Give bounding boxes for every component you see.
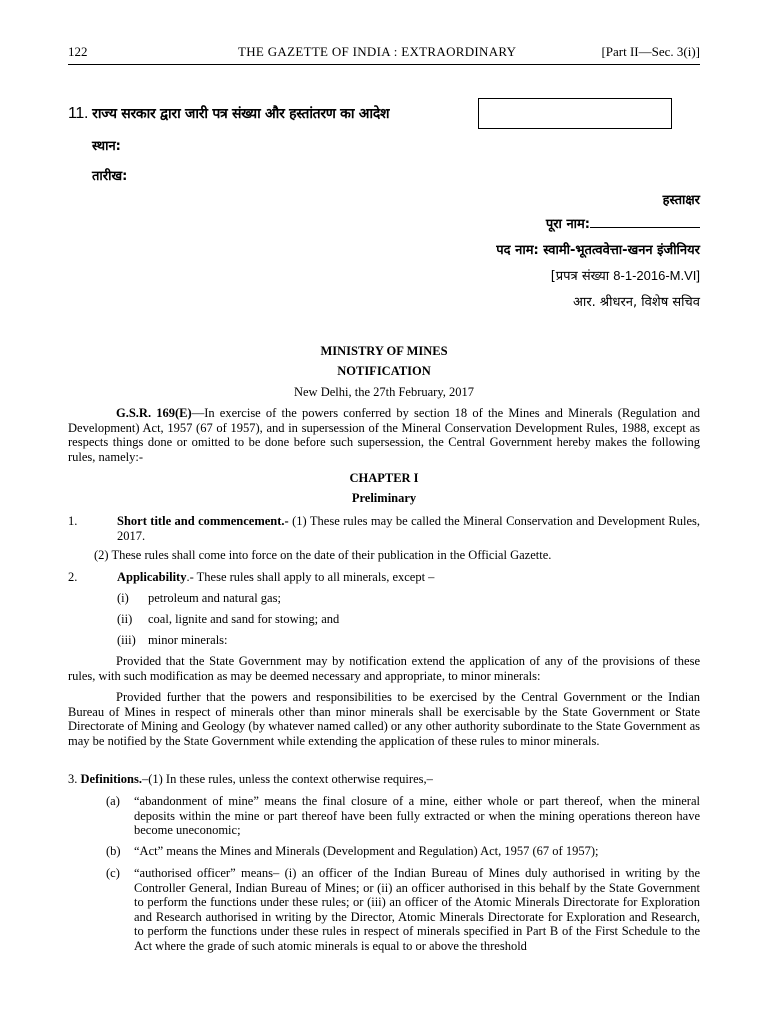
gsr-paragraph [68, 406, 700, 464]
exception-numeral: (iii) [117, 633, 136, 647]
rule-2-number: 2. [68, 570, 78, 584]
file-number-prefix: [प्रपत्र संख्या [550, 269, 614, 284]
exception-numeral: (i) [117, 591, 129, 605]
chapter-title: Preliminary [351, 491, 417, 505]
definition-letter: (c) [106, 866, 120, 880]
rule-3-text: –(1) In these rules, unless the context otherwise requires,– [141, 772, 433, 786]
gsr-label: G.S.R. 169(E) [116, 406, 192, 420]
exception-text: minor minerals: [148, 633, 228, 647]
date-label: तारीख: [92, 169, 128, 184]
proviso-1: Provided that the State Government may by notification extend the application of any of the provisions of these rules, with such modification as may be deemed necessary and appropriate, to minor minerals: [68, 654, 700, 683]
rule-1-text: (1) These rules may be called the Mineral Conservation and Development Rules, 2017. [117, 514, 701, 543]
rule-2-text: .- These rules shall apply to all minerals, except – [186, 570, 435, 584]
notification-heading: NOTIFICATION [337, 364, 431, 378]
page-header [68, 44, 700, 64]
part-section: [Part II—Sec. 3(i)] [601, 44, 700, 59]
header-rule [68, 64, 700, 65]
exception-numeral: (ii) [117, 612, 133, 626]
ministry-heading: MINISTRY OF MINES [320, 344, 448, 358]
signatory: आर. श्रीधरन, विशेष सचिव [573, 295, 700, 310]
form-number: 11. [68, 105, 89, 122]
rule-2-title: Applicability [117, 570, 187, 584]
rule-3-title: Definitions. [80, 772, 142, 786]
notification-date: New Delhi, the 27th February, 2017 [293, 385, 475, 399]
rule-1-number: 1. [68, 514, 78, 528]
file-number-value: 8-1-2016-M.VI] [613, 268, 700, 283]
form-title-text: राज्य सरकार द्वारा जारी पत्र संख्या और हस्तांतरण का आदेश [92, 106, 390, 122]
gsr-text: —In exercise of the powers conferred by section 18 of the Mines and Minerals (Regulation and Development) Act, 1957 (67 of 1957), and in supersession of the Mineral Conservation Development Rules, 1988, except as respects things done or omitted to be done before such supersession, the Central Government hereby makes the following rules, namely:- [68, 406, 700, 464]
definition-text: “authorised officer” means– (i) an officer of the Indian Bureau of Mines duly authorised in writing by the Controller General, Indian Bureau of Mines; or (ii) an officer authorised in this behalf by the State Government to perform the functions under these rules; or (iii) an officer of the Atomic Minerals Directorate for Exploration and Research authorised in writing by the Director, Atomic Minerals Directorate for Exploration and Research, to perform the functions under these rules in respect of minerals specified in Part B of the First Schedule to the Act where the grade of such atomic minerals is equal to or above the threshold [134, 866, 700, 953]
page-number: 122 [68, 44, 88, 59]
definition-text: “Act” means the Mines and Minerals (Development and Regulation) Act, 1957 (67 of 1957); [134, 844, 599, 858]
rule-3 [68, 772, 433, 787]
definition-letter: (b) [106, 844, 121, 858]
designation-label: पद नाम: स्वामी-भूतत्ववेत्ता-खनन इंजीनियर [496, 243, 700, 258]
definition-text: “abandonment of mine” means the final closure of a mine, either whole or part thereof, when the mineral deposits within the mine or part thereof have been fully extracted or when the mining operations thereon have become uneconomic; [134, 794, 700, 837]
chapter-heading: CHAPTER I [349, 471, 419, 485]
full-name-line [546, 214, 700, 232]
definition-letter: (a) [106, 794, 120, 808]
rule-1-title: Short title and commencement.- [117, 514, 289, 528]
proviso-2: Provided further that the powers and responsibilities to be exercised by the Central Government or the Indian Bureau of Mines in respect of minerals other than minor minerals shall be exercisable by the State Government or State Directorate of Mining and Geology (by whatever named called) or any other authority subordinate to the State Government as may be notified by the State Government while extending the application of these rules to minor minerals. [68, 690, 700, 748]
full-name-label: पूरा नाम: [545, 217, 590, 232]
full-name-blank [590, 215, 700, 228]
file-number [551, 266, 700, 284]
signature-label: हस्ताक्षर [662, 193, 700, 208]
rule-3-number: 3. [68, 772, 78, 786]
rule-1-subrule-2-text: (2) These rules shall come into force on the date of their publication in the Official Gazette. [94, 548, 552, 562]
form-title [68, 104, 389, 123]
exception-text: petroleum and natural gas; [148, 591, 281, 605]
entry-box [478, 98, 672, 129]
exception-text: coal, lignite and sand for stowing; and [148, 612, 340, 626]
place-label: स्थान: [92, 139, 121, 154]
gazette-title: THE GAZETTE OF INDIA : EXTRAORDINARY [238, 44, 517, 59]
